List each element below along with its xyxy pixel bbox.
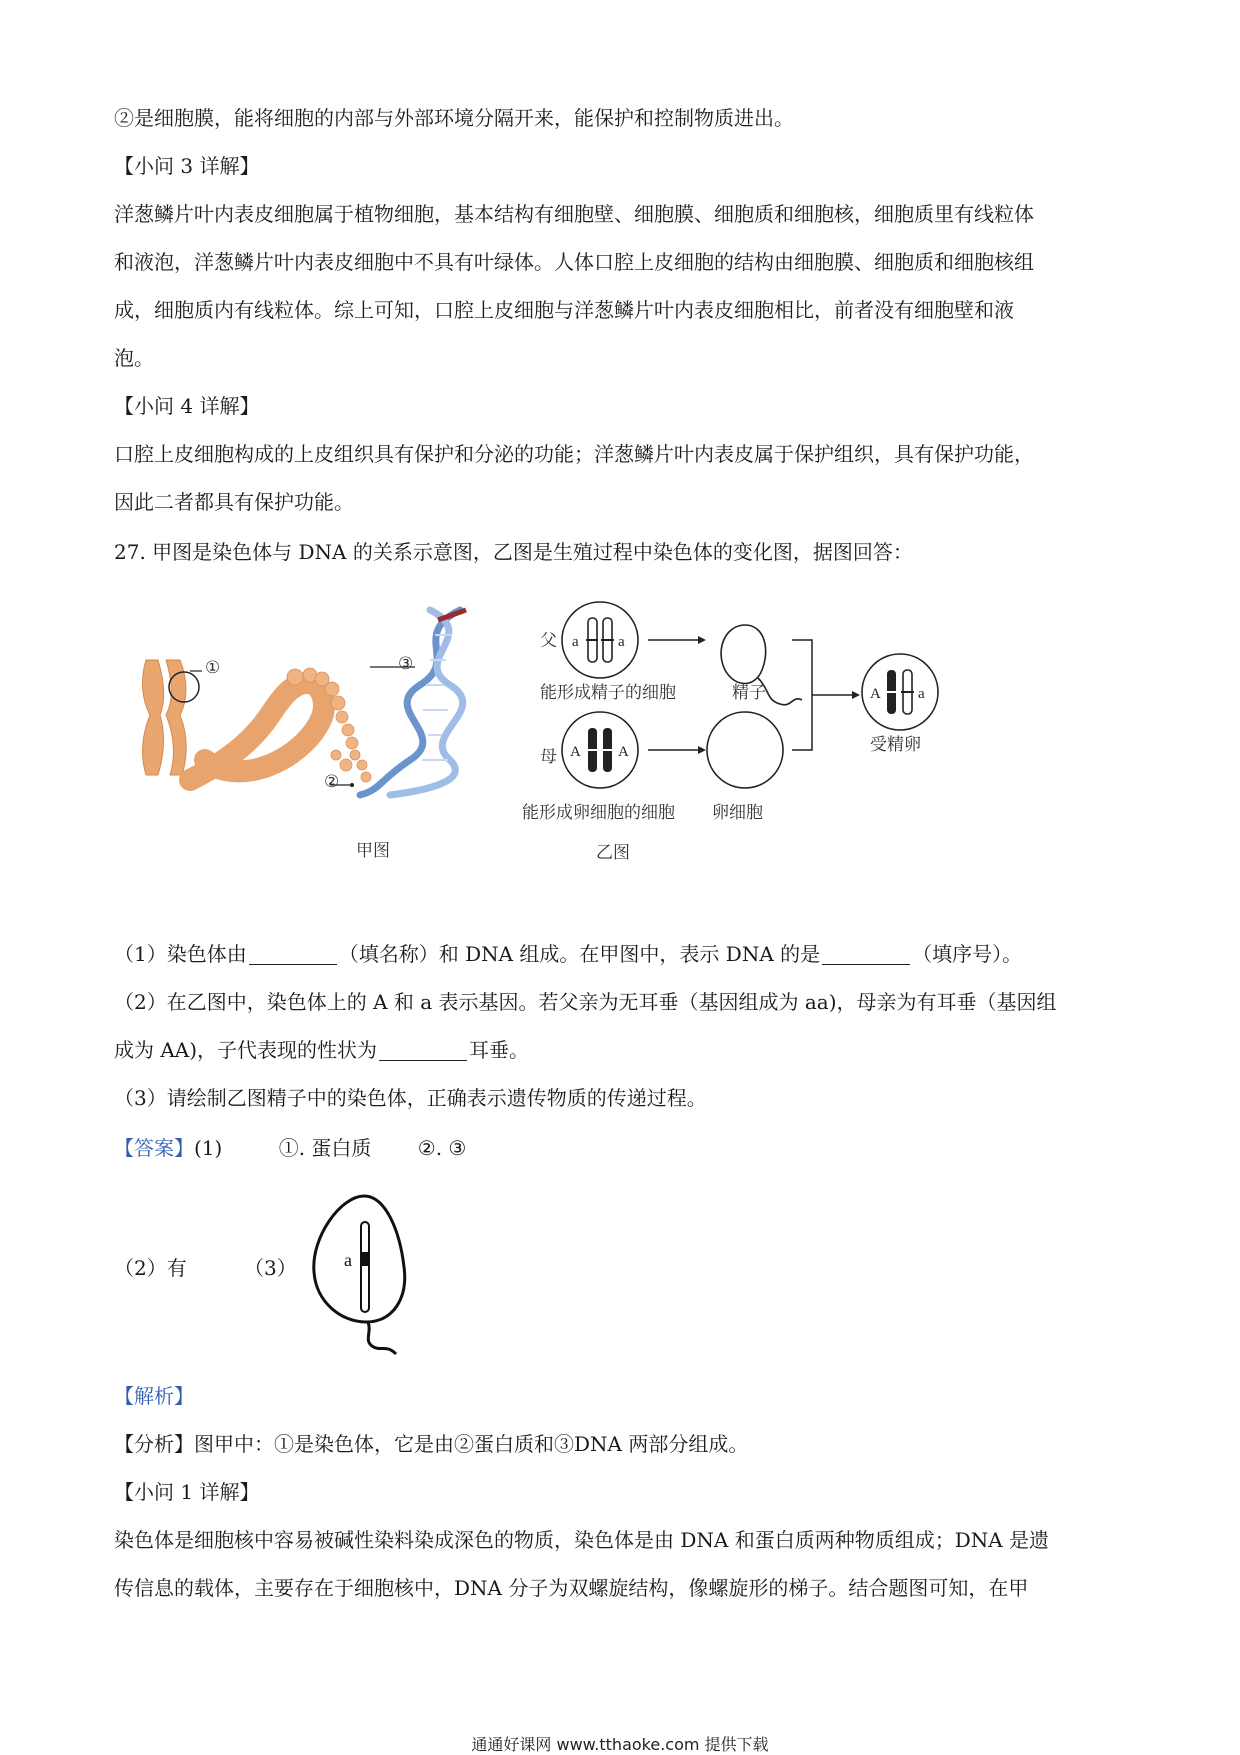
text-line: 因此二者都具有保护功能。 [114, 490, 354, 514]
reproduction-diagram [530, 600, 950, 830]
analysis-label: 【解析】 [114, 1384, 194, 1408]
svg-text:a: a [918, 686, 925, 702]
subquestion-2-cont: 成为 AA)，子代表现的性状为 耳垂。 [114, 1038, 530, 1062]
label-2: ② [324, 772, 340, 792]
text-line: ②是细胞膜，能将细胞的内部与外部环境分隔开来，能保护和控制物质进出。 [114, 106, 794, 130]
answer-blank [822, 944, 910, 965]
label-zygote: 受精卵 [870, 735, 921, 755]
section-heading: 【小问 4 详解】 [114, 394, 260, 418]
text-line: 口腔上皮细胞构成的上皮组织具有保护和分泌的功能；洋葱鳞片叶内表皮属于保护组织，具有保护功能， [114, 442, 1034, 466]
figure-caption-jia: 甲图 [356, 841, 390, 861]
text-line: 成，细胞质内有线粒体。综上可知，口腔上皮细胞与洋葱鳞片叶内表皮细胞相比，前者没有细胞壁和液 [114, 298, 1014, 322]
text-line: 染色体是细胞核中容易被碱性染料染成深色的物质，染色体是由 DNA 和蛋白质两种物质组成；DNA 是遗 [114, 1528, 1050, 1552]
question-stem: 27. 甲图是染色体与 DNA 的关系示意图，乙图是生殖过程中染色体的变化图，据图回答： [114, 540, 913, 564]
label-sperm: 精子 [732, 683, 766, 703]
label-sperm-cell: 能形成精子的细胞 [540, 683, 676, 703]
svg-text:a: a [618, 634, 625, 650]
figure-caption-yi: 乙图 [596, 843, 630, 863]
sperm-drawing [306, 1192, 436, 1362]
svg-text:a: a [344, 1250, 352, 1270]
answer-line: 【答案】(1) ①. 蛋白质 ②. ③ [114, 1136, 467, 1160]
label-3: ③ [398, 654, 414, 674]
answer-part3: （3） [244, 1256, 297, 1280]
svg-text:A: A [618, 744, 629, 760]
analysis-text: 【分析】图甲中：①是染色体，它是由②蛋白质和③DNA 两部分组成。 [114, 1432, 749, 1456]
label-egg: 卵细胞 [712, 803, 763, 823]
text-line: 洋葱鳞片叶内表皮细胞属于植物细胞，基本结构有细胞壁、细胞膜、细胞质和细胞核，细胞质里有线粒体 [114, 202, 1034, 226]
subquestion-2: （2）在乙图中，染色体上的 A 和 a 表示基因。若父亲为无耳垂（基因组成为 aa)，母亲为有耳垂（基因组 [114, 990, 1057, 1014]
svg-text:A: A [570, 744, 581, 760]
text-line: 泡。 [114, 346, 154, 370]
answer-blank [249, 944, 337, 965]
answer-part2: （2）有 [114, 1256, 187, 1280]
page-footer: 通通好课网 www.tthaoke.com 提供下载 [471, 1735, 769, 1754]
svg-text:A: A [870, 686, 881, 702]
label-mother: 母 [540, 747, 557, 767]
svg-text:a: a [572, 634, 579, 650]
subquestion-1: （1）染色体由 （填名称）和 DNA 组成。在甲图中，表示 DNA 的是 （填序号）。 [114, 942, 1023, 966]
answer-blank [379, 1040, 467, 1061]
label-1: ① [205, 658, 221, 678]
section-heading: 【小问 3 详解】 [114, 154, 260, 178]
answer-label: 【答案】 [114, 1136, 194, 1160]
label-egg-cell: 能形成卵细胞的细胞 [522, 803, 675, 823]
subquestion-3: （3）请绘制乙图精子中的染色体，正确表示遗传物质的传递过程。 [114, 1086, 707, 1110]
text-line: 和液泡，洋葱鳞片叶内表皮细胞中不具有叶绿体。人体口腔上皮细胞的结构由细胞膜、细胞质和细胞核组 [114, 250, 1034, 274]
text-line: 传信息的载体，主要存在于细胞核中，DNA 分子为双螺旋结构，像螺旋形的梯子。结合题图可知，在甲 [114, 1576, 1029, 1600]
section-heading: 【小问 1 详解】 [114, 1480, 260, 1504]
label-father: 父 [540, 631, 557, 651]
